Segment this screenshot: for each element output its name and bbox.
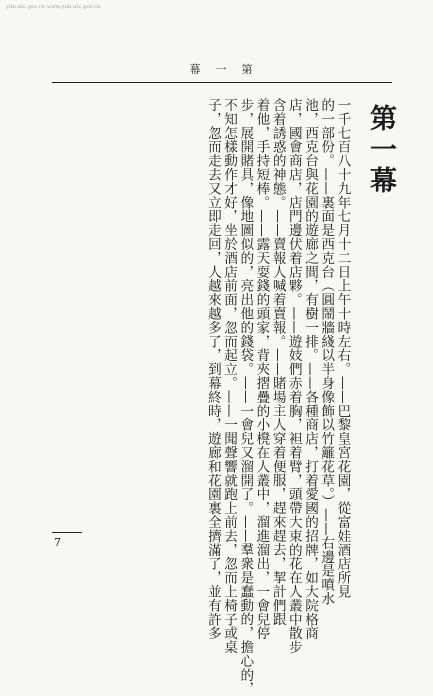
text-column: 池，西克台與花園的遊廊之間，有樹一排。——各種商店，打着愛國的招牌，如大院格商	[302, 98, 319, 641]
chapter-title: 第一幕	[365, 104, 396, 197]
main-text-block	[50, 98, 396, 696]
text-column: 的一部份。——裏面是西克台（圓鬧牆綫以半身像飾以竹籬花草。）——右邊是噴水	[318, 98, 335, 606]
text-column: 店，國會商店，店門邊伏着店夥。——遊妓們赤着胸，袒着臂，頭帶大束的花在人叢中散步	[285, 98, 302, 654]
header-title: 幕 一 第	[189, 63, 255, 76]
text-column: 不知怎樣動作才好，坐於酒店前面，忽而起立。——一聞聲響就跑上前去，忽而上椅子或桌	[221, 98, 238, 654]
running-header	[52, 60, 392, 83]
text-column: 着他，手持短棒。——露天耍錢的頭家，背夾摺疊的小櫈在人叢中，溜進溜出，一會兒停	[253, 98, 270, 641]
text-column: 含着誘惑的神態。——賣報人喊着賣報。——賭場主人穿着便服，趕來趕去，挈計們跟	[269, 98, 286, 627]
text-column: 一千七百八十九年七月十二日上午十時左右。——巴黎皇宮花園，從富娃酒店所見	[334, 98, 351, 599]
footer-rule	[52, 532, 82, 533]
page-number: 7	[54, 536, 61, 549]
watermark: ylib.nlc.gov.cn·www.ylib.nlc.gov.cn	[6, 4, 101, 10]
text-column: 步，展開賭具，像地圖似的，亮出他的錢袋。——一會兒又溜開了。——羣衆是蠢動的，擔心的，	[237, 98, 254, 696]
text-column: 子，忽而走去又立即走回，人越來越多了，到幕終時，遊廊和花園裏全擠滿了，並有許多	[204, 98, 221, 641]
